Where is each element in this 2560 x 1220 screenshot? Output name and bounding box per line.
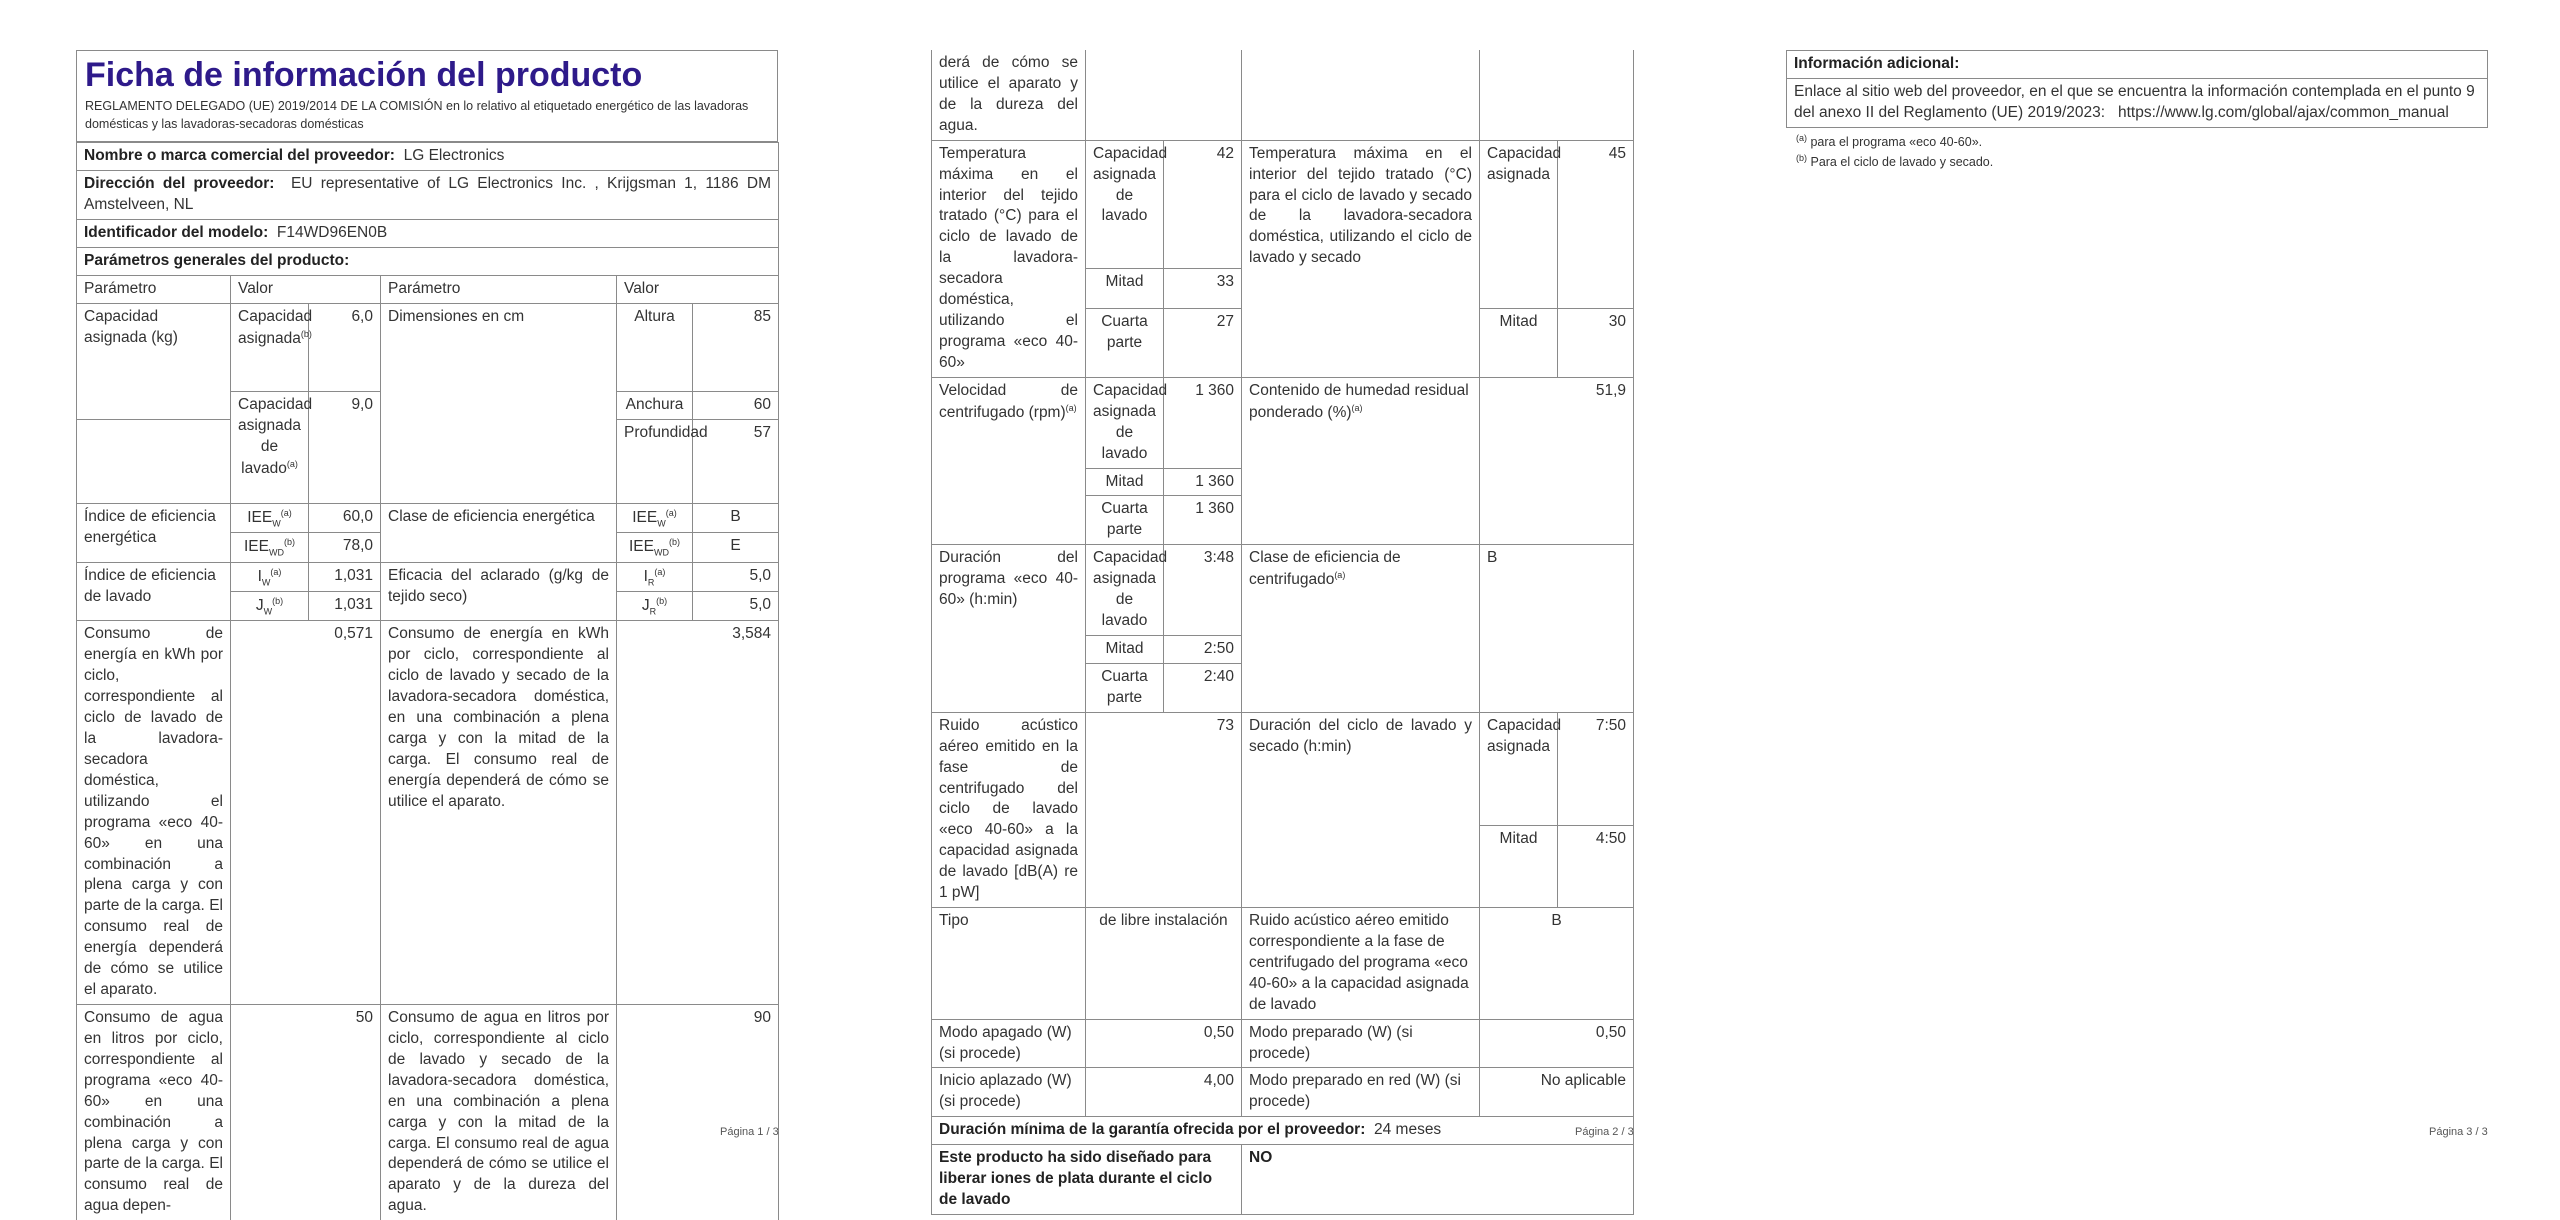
- supplier-row: Nombre o marca comercial del proveedor: LG Electronics: [77, 143, 779, 171]
- temp-wash-full: 42: [1164, 140, 1242, 268]
- off-label: Modo apagado (W) (si procede): [932, 1019, 1086, 1068]
- column-header-row: [77, 276, 779, 304]
- quarter-label: Cuarta parte: [1086, 663, 1164, 712]
- temp-wash-quarter: 27: [1164, 308, 1242, 377]
- table-row: [77, 621, 779, 1005]
- duration-label: Duración del programa «eco 40-60» (h:min): [932, 545, 1086, 712]
- temp-wash-half: 33: [1164, 269, 1242, 309]
- delay-value: 4,00: [1086, 1068, 1242, 1117]
- capacity-label: Capacidad asignada (kg): [77, 303, 231, 419]
- wd-duration-half: 4:50: [1558, 826, 1634, 908]
- network-label: Modo preparado en red (W) (si procede): [1242, 1068, 1480, 1117]
- page-number: Página 3 / 3: [2429, 1126, 2488, 1138]
- table-row: [932, 908, 1634, 1020]
- depth-value: 57: [693, 419, 779, 503]
- footnote-b: $^{(b)}$ Para el ciclo de lavado y secado.: [1786, 152, 2488, 172]
- energy-wd-value: 3,584: [617, 621, 779, 1005]
- info-label: Información adicional:: [1787, 51, 2488, 79]
- eei-w-label: $IEE_W^{(a)}$: [231, 503, 309, 532]
- eei-wd-value: 78,0: [309, 533, 381, 562]
- page-title: Ficha de información del producto: [77, 51, 777, 98]
- off-value: 0,50: [1086, 1019, 1242, 1068]
- cap-label: Capacidad asignada de lavado: [1086, 140, 1164, 268]
- cap-label: Capacidad asignada de lavado: [1086, 377, 1164, 468]
- continued-text: derá de cómo se utilice el aparato y de la dureza del agua.: [932, 50, 1086, 140]
- wash-index-label: Índice de eficiencia de lavado: [77, 562, 231, 621]
- regulation-text: REGLAMENTO DELEGADO (UE) 2019/2014 DE LA COMISIÓN en lo relativo al etiquetado energético de las lavadoras domésticas y las lavadoras-secadoras domésticas: [77, 98, 777, 141]
- spin-half: 1 360: [1164, 468, 1242, 496]
- sheet-header: [76, 50, 778, 142]
- rinse-label: Eficacia del aclarado (g/kg de tejido seco): [381, 562, 617, 621]
- delay-label: Inicio aplazado (W) (si procede): [932, 1068, 1086, 1117]
- table-row: [77, 303, 779, 391]
- spin-label: Velocidad de centrifugado (rpm)$^{(a)}$: [932, 377, 1086, 544]
- eclass-label: Clase de eficiencia energética: [381, 503, 617, 562]
- wd-duration-full: 7:50: [1558, 712, 1634, 825]
- page-2: [931, 50, 1633, 1215]
- energy-wash-value: 0,571: [231, 621, 381, 1005]
- table-row: [932, 545, 1634, 636]
- table-row: [77, 1005, 779, 1220]
- col-value: Valor: [617, 276, 779, 304]
- cap-label: Capacidad asignada: [1480, 140, 1558, 308]
- table-row: [932, 1068, 1634, 1117]
- half-label: Mitad: [1086, 269, 1164, 309]
- cap-wash-value: 9,0: [309, 391, 381, 503]
- eei-label: Índice de eficiencia energética: [77, 503, 231, 562]
- type-value: de libre instalación: [1086, 908, 1242, 1020]
- col-param: Parámetro: [77, 276, 231, 304]
- page-number: Página 2 / 3: [1575, 1126, 1634, 1138]
- duration-half: 2:50: [1164, 635, 1242, 663]
- cap-rated-value: 6,0: [309, 303, 381, 391]
- col-param: Parámetro: [381, 276, 617, 304]
- half-label: Mitad: [1086, 635, 1164, 663]
- energy-wd-label: Consumo de energía en kWh por ciclo, correspondiente al ciclo de lavado y secado de la lavadora-secadora doméstica, en una combinación a plena carga y con la mitad de la carga. El consumo real de energía dependerá de cómo se utilice el aparato.: [381, 621, 617, 1005]
- ir-value: 5,0: [693, 562, 779, 591]
- width-label: Anchura: [617, 391, 693, 419]
- supplier-link[interactable]: https://www.lg.com/global/ajax/common_manual: [2118, 104, 2449, 121]
- cap-wash-label: Capacidad asignada de lavado$^{(a)}$: [231, 391, 309, 503]
- table-row: [932, 1019, 1634, 1068]
- eei-wd-label: $IEE_{WD}^{(b)}$: [231, 533, 309, 562]
- warranty-value: 24 meses: [1374, 1121, 1441, 1138]
- table-row: [77, 562, 779, 591]
- spin-full: 1 360: [1164, 377, 1242, 468]
- warranty-row: Duración mínima de la garantía ofrecida por el proveedor: 24 meses: [932, 1117, 1634, 1145]
- jw-label: $J_W^{(b)}$: [231, 592, 309, 621]
- eclass-wd-label: $IEE_{WD}^{(b)}$: [617, 533, 693, 562]
- height-value: 85: [693, 303, 779, 391]
- table-row: [932, 712, 1634, 825]
- dimensions-label: Dimensiones en cm: [381, 303, 617, 503]
- supplier-value: LG Electronics: [404, 147, 505, 164]
- eclass-w-value: B: [693, 503, 779, 532]
- silver-value: NO: [1242, 1145, 1634, 1215]
- water-wash-value: 50: [231, 1005, 381, 1220]
- table-row: [932, 377, 1634, 468]
- info-text: Enlace al sitio web del proveedor, en el que se encuentra la información contemplada en el punto 9 del anexo II del Reglamento (UE) 2019/2023:: [1794, 83, 2475, 121]
- temp-wd-label: Temperatura máxima en el interior del tejido tratado (°C) para el ciclo de lavado y secado de la lavadora-secadora doméstica, utilizando el ciclo de lavado y secado: [1242, 140, 1480, 377]
- table-row: [77, 503, 779, 532]
- noise-value: 73: [1086, 712, 1242, 907]
- additional-info-table: [1786, 50, 2488, 128]
- table-row: [932, 50, 1634, 140]
- temp-wash-label: Temperatura máxima en el interior del tejido tratado (°C) para el ciclo de lavado de la lavadora-secadora doméstica, utilizando el programa «eco 40-60»: [932, 140, 1086, 377]
- standby-value: 0,50: [1480, 1019, 1634, 1068]
- jw-value: 1,031: [309, 592, 381, 621]
- eclass-wd-value: E: [693, 533, 779, 562]
- moisture-value: 51,9: [1480, 377, 1634, 544]
- half-label: Mitad: [1086, 468, 1164, 496]
- spin-class-value: B: [1480, 545, 1634, 712]
- standby-label: Modo preparado (W) (si procede): [1242, 1019, 1480, 1068]
- height-label: Altura: [617, 303, 693, 391]
- iw-value: 1,031: [309, 562, 381, 591]
- noise-class-value: B: [1480, 908, 1634, 1020]
- network-value: No aplicable: [1480, 1068, 1634, 1117]
- table-row: [932, 140, 1634, 268]
- water-wd-value: 90: [617, 1005, 779, 1220]
- duration-quarter: 2:40: [1164, 663, 1242, 712]
- cap-label: Capacidad asignada de lavado: [1086, 545, 1164, 636]
- moisture-label: Contenido de humedad residual ponderado (%)$^{(a)}$: [1242, 377, 1480, 544]
- page-number: Página 1 / 3: [720, 1126, 779, 1138]
- eclass-w-label: $IEE_W^{(a)}$: [617, 503, 693, 532]
- info-row: [1787, 78, 2488, 127]
- col-value: Valor: [231, 276, 381, 304]
- model-row: Identificador del modelo: F14WD96EN0B: [77, 220, 779, 248]
- water-wash-label: Consumo de agua en litros por ciclo, correspondiente al programa «eco 40-60» en una combinación a plena carga y con parte de la carga. El consumo real de agua depen-: [77, 1005, 231, 1220]
- noise-class-label: Ruido acústico aéreo emitido correspondiente a la fase de centrifugado del programa «eco 40-60» a la capacidad asignada de lavado: [1242, 908, 1480, 1020]
- model-value: F14WD96EN0B: [277, 224, 387, 241]
- water-wd-label: Consumo de agua en litros por ciclo, correspondiente al ciclo de lavado y secado de la lavadora-secadora doméstica, en una combinación a plena carga y con la mitad de la carga. El consumo real de agua dependerá de cómo se utilice el aparato y de la dureza del agua.: [381, 1005, 617, 1220]
- iw-label: $I_W^{(a)}$: [231, 562, 309, 591]
- eei-w-value: 60,0: [309, 503, 381, 532]
- address-row: Dirección del proveedor: EU representative of LG Electronics Inc. , Krijgsman 1, 1186 DM Amstelveen, NL: [77, 171, 779, 220]
- type-label: Tipo: [932, 908, 1086, 1020]
- half-label: Mitad: [1480, 308, 1558, 377]
- jr-label: $J_R^{(b)}$: [617, 592, 693, 621]
- quarter-label: Cuarta parte: [1086, 308, 1164, 377]
- silver-label: Este producto ha sido diseñado para liberar iones de plata durante el ciclo de lavado: [932, 1145, 1242, 1215]
- table-row: [932, 1117, 1634, 1145]
- width-value: 60: [693, 391, 779, 419]
- cap-label: Capacidad asignada: [1480, 712, 1558, 825]
- energy-wash-label: Consumo de energía en kWh por ciclo, correspondiente al ciclo de lavado de la lavadora-secadora doméstica, utilizando el programa «eco 40-60» en una combinación a plena carga y con parte de la carga. El consumo real de energía dependerá de cómo se utilice el aparato.: [77, 621, 231, 1005]
- quarter-label: Cuarta parte: [1086, 496, 1164, 545]
- noise-label: Ruido acústico aéreo emitido en la fase de centrifugado del ciclo de lavado «eco 40-60» a la capacidad asignada de lavado [dB(A) re 1 pW]: [932, 712, 1086, 907]
- footnote-a: $^{(a)}$ para el programa «eco 40-60».: [1786, 132, 2488, 152]
- page-3: [1786, 50, 2488, 172]
- supplier-table: [76, 142, 779, 1220]
- spin-class-label: Clase de eficiencia de centrifugado$^{(a)}$: [1242, 545, 1480, 712]
- address-value: EU representative of LG Electronics Inc. , Krijgsman 1, 1186 DM Amstelveen, NL: [84, 175, 771, 213]
- spin-quarter: 1 360: [1164, 496, 1242, 545]
- half-label: Mitad: [1480, 826, 1558, 908]
- page-1: [76, 50, 778, 1220]
- cap-rated-label: Capacidad asignada$^{(b)}$: [231, 303, 309, 391]
- ir-label: $I_R^{(a)}$: [617, 562, 693, 591]
- temp-wd-full: 45: [1558, 140, 1634, 308]
- table-row: [932, 1145, 1634, 1215]
- general-params-header: Parámetros generales del producto:: [77, 248, 779, 276]
- temp-wd-half: 30: [1558, 308, 1634, 377]
- jr-value: 5,0: [693, 592, 779, 621]
- depth-label: Profundidad: [617, 419, 693, 503]
- wd-duration-label: Duración del ciclo de lavado y secado (h:min): [1242, 712, 1480, 907]
- duration-full: 3:48: [1164, 545, 1242, 636]
- params-table-continued: [931, 50, 1634, 1215]
